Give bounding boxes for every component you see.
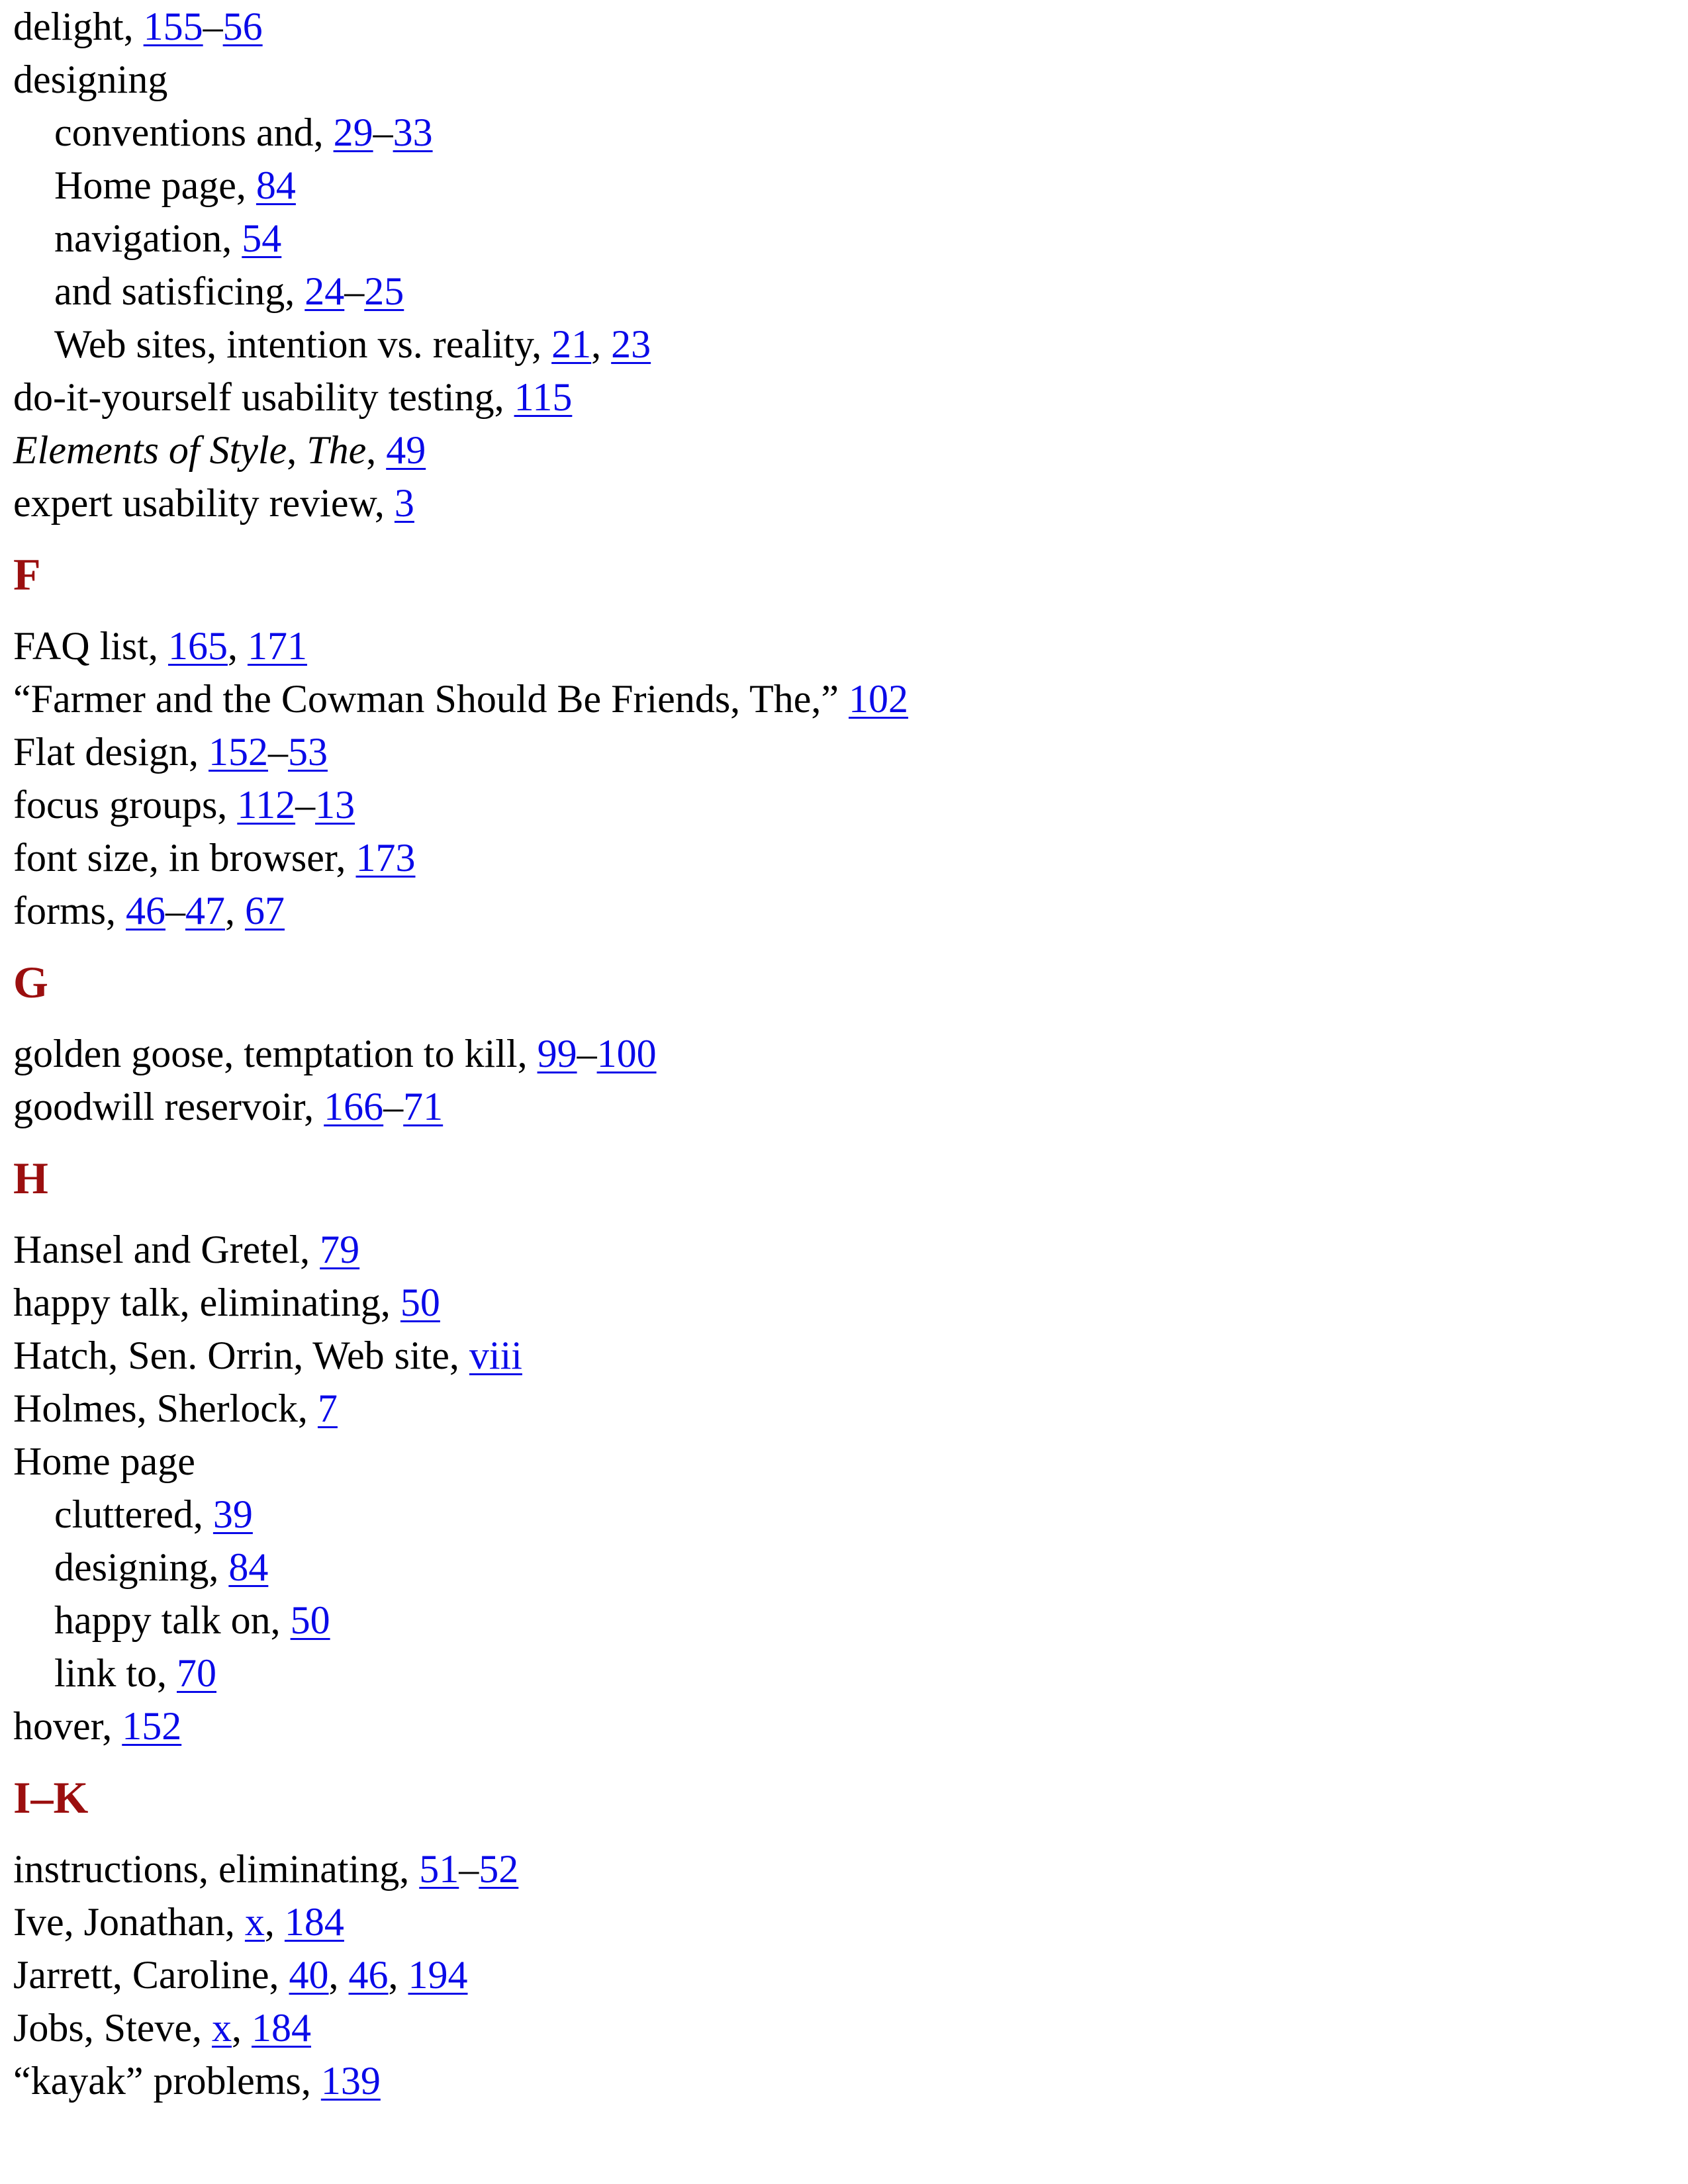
entry-text: font size, in browser, bbox=[13, 836, 356, 880]
page-link[interactable]: 152 bbox=[209, 730, 268, 774]
index-entry bbox=[13, 831, 1668, 884]
page-link[interactable]: 79 bbox=[320, 1228, 360, 1271]
entry-text: , bbox=[366, 428, 387, 472]
index-entry bbox=[13, 1843, 1668, 1895]
index-entry bbox=[13, 1435, 1668, 1488]
entry-text: forms, bbox=[13, 889, 126, 933]
entry-text: , bbox=[328, 1953, 349, 1997]
page-link[interactable]: 84 bbox=[256, 163, 296, 207]
entry-text: – bbox=[268, 730, 288, 774]
section-heading: I–K bbox=[13, 1772, 89, 1823]
page-link[interactable]: 184 bbox=[284, 1900, 344, 1944]
page-link[interactable]: 46 bbox=[125, 889, 165, 933]
entry-text: “kayak” problems, bbox=[13, 2059, 321, 2103]
page-link[interactable]: 173 bbox=[355, 836, 416, 880]
entry-text: – bbox=[165, 889, 185, 933]
page-link[interactable]: 139 bbox=[320, 2059, 381, 2103]
page-link[interactable]: 71 bbox=[403, 1085, 444, 1128]
page-link[interactable]: 50 bbox=[400, 1281, 440, 1324]
entry-text: happy talk on, bbox=[54, 1598, 291, 1642]
page-link[interactable]: 115 bbox=[514, 375, 573, 419]
entry-text: Hatch, Sen. Orrin, Web site, bbox=[13, 1334, 469, 1377]
index-entry bbox=[13, 778, 1668, 831]
index-subentry bbox=[13, 265, 1668, 318]
entry-text: focus groups, bbox=[13, 783, 238, 827]
entry-text: Hansel and Gretel, bbox=[13, 1228, 320, 1271]
page-link[interactable]: 112 bbox=[237, 783, 296, 827]
page-link[interactable]: 49 bbox=[386, 428, 426, 472]
page-link[interactable]: 54 bbox=[242, 216, 282, 260]
page-link[interactable]: 52 bbox=[479, 1847, 519, 1891]
index-entry bbox=[13, 2054, 1668, 2107]
entry-text: – bbox=[383, 1085, 404, 1128]
page-link[interactable]: 47 bbox=[185, 889, 225, 933]
index-entry bbox=[13, 672, 1668, 725]
page-link[interactable]: 155 bbox=[143, 5, 203, 48]
index-entry bbox=[13, 1700, 1668, 1752]
index-subentry bbox=[13, 106, 1668, 159]
index-subentry bbox=[13, 1594, 1668, 1647]
entry-text: and satisficing, bbox=[54, 269, 305, 313]
entry-text: – bbox=[373, 111, 393, 154]
section-heading: F bbox=[13, 549, 41, 600]
index-entry bbox=[13, 0, 1668, 53]
entry-text: Web sites, intention vs. reality, bbox=[54, 322, 552, 366]
entry-text: – bbox=[295, 783, 316, 827]
entry-text: cluttered, bbox=[54, 1492, 213, 1536]
index-subentry bbox=[13, 159, 1668, 212]
index-entry bbox=[13, 1329, 1668, 1382]
entry-text: , bbox=[591, 322, 612, 366]
entry-text: happy talk, eliminating, bbox=[13, 1281, 400, 1324]
entry-text: , bbox=[388, 1953, 408, 1997]
entry-text: FAQ list, bbox=[13, 624, 168, 668]
index-subentry bbox=[13, 1488, 1668, 1541]
entry-text: hover, bbox=[13, 1704, 122, 1748]
entry-text: , bbox=[232, 2006, 252, 2050]
page-link[interactable]: 99 bbox=[537, 1032, 577, 1075]
page-link[interactable]: 21 bbox=[551, 322, 592, 366]
page-link[interactable]: 46 bbox=[348, 1953, 389, 1997]
page-link[interactable]: 56 bbox=[222, 5, 263, 48]
page-link[interactable]: 166 bbox=[324, 1085, 384, 1128]
page-link[interactable]: 67 bbox=[244, 889, 285, 933]
page-link[interactable]: 33 bbox=[393, 111, 433, 154]
entry-text: navigation, bbox=[54, 216, 242, 260]
entry-text: designing, bbox=[54, 1545, 229, 1589]
entry-text: – bbox=[203, 5, 223, 48]
entry-text: Ive, Jonathan, bbox=[13, 1900, 245, 1944]
section-heading: H bbox=[13, 1153, 48, 1203]
page-link[interactable]: x bbox=[244, 1900, 265, 1944]
page-link[interactable]: 152 bbox=[122, 1704, 182, 1748]
page-link[interactable]: 29 bbox=[333, 111, 373, 154]
page-link[interactable]: 13 bbox=[315, 783, 355, 827]
index-entry bbox=[13, 424, 1668, 477]
index-entry bbox=[13, 1276, 1668, 1329]
page-link[interactable]: 70 bbox=[177, 1651, 217, 1695]
entry-text: instructions, eliminating, bbox=[13, 1847, 420, 1891]
entry-text: , bbox=[287, 428, 307, 472]
page-link[interactable]: x bbox=[212, 2006, 232, 2050]
entry-title-italic: Elements of Style bbox=[13, 428, 287, 472]
section-heading: G bbox=[13, 957, 48, 1007]
index-entry bbox=[13, 884, 1668, 937]
index-subentry bbox=[13, 1647, 1668, 1700]
entry-text: goodwill reservoir, bbox=[13, 1085, 324, 1128]
entry-text: Flat design, bbox=[13, 730, 209, 774]
entry-text: conventions and, bbox=[54, 111, 334, 154]
page-link[interactable]: 51 bbox=[419, 1847, 459, 1891]
page-link[interactable]: 53 bbox=[288, 730, 328, 774]
entry-text: , bbox=[227, 624, 248, 668]
index-entry bbox=[13, 1895, 1668, 1948]
page-link[interactable]: 84 bbox=[228, 1545, 269, 1589]
page-link[interactable]: 24 bbox=[305, 269, 345, 313]
entry-text: – bbox=[577, 1032, 597, 1075]
entry-text: link to, bbox=[54, 1651, 177, 1695]
entry-text: expert usability review, bbox=[13, 481, 395, 525]
entry-text: , bbox=[264, 1900, 285, 1944]
index-entry bbox=[13, 1027, 1668, 1080]
entry-text: Home page, bbox=[54, 163, 256, 207]
entry-text: , bbox=[224, 889, 245, 933]
index-entry bbox=[13, 1382, 1668, 1435]
index-entry bbox=[13, 53, 1668, 106]
entry-title-italic: The bbox=[306, 428, 367, 472]
entry-text: delight, bbox=[13, 5, 144, 48]
page-link[interactable]: 25 bbox=[364, 269, 404, 313]
page-link[interactable]: 171 bbox=[247, 624, 307, 668]
entry-text: Jarrett, Caroline, bbox=[13, 1953, 289, 1997]
index-entry bbox=[13, 1948, 1668, 2001]
index-list bbox=[13, 0, 1668, 2107]
entry-text: – bbox=[344, 269, 365, 313]
index-entry bbox=[13, 1080, 1668, 1133]
page-link[interactable]: 194 bbox=[408, 1953, 468, 1997]
index-entry bbox=[13, 477, 1668, 529]
index-subentry bbox=[13, 318, 1668, 371]
page-link[interactable]: 100 bbox=[596, 1032, 657, 1075]
page-link[interactable]: 23 bbox=[611, 322, 651, 366]
index-subentry bbox=[13, 1541, 1668, 1594]
index-entry bbox=[13, 371, 1668, 424]
page-link[interactable]: 40 bbox=[289, 1953, 329, 1997]
entry-text: “Farmer and the Cowman Should Be Friends, The,” bbox=[13, 677, 849, 721]
entry-text: Home page bbox=[13, 1439, 195, 1483]
entry-text: golden goose, temptation to kill, bbox=[13, 1032, 538, 1075]
page-link[interactable]: viii bbox=[469, 1334, 522, 1377]
page-link[interactable]: 102 bbox=[849, 677, 908, 721]
entry-text: Jobs, Steve, bbox=[13, 2006, 212, 2050]
index-entry bbox=[13, 2001, 1668, 2054]
page-link[interactable]: 3 bbox=[394, 481, 414, 525]
entry-text: designing bbox=[13, 58, 168, 101]
page-link[interactable]: 50 bbox=[290, 1598, 330, 1642]
index-entry bbox=[13, 619, 1668, 672]
page-link[interactable]: 165 bbox=[167, 624, 228, 668]
page-link[interactable]: 39 bbox=[212, 1492, 253, 1536]
page-link[interactable]: 184 bbox=[252, 2006, 311, 2050]
index-subentry bbox=[13, 212, 1668, 265]
page-link[interactable]: 7 bbox=[317, 1387, 338, 1430]
entry-text: – bbox=[459, 1847, 479, 1891]
entry-text: Holmes, Sherlock, bbox=[13, 1387, 318, 1430]
entry-text: do-it-yourself usability testing, bbox=[13, 375, 514, 419]
index-entry bbox=[13, 1223, 1668, 1276]
index-entry bbox=[13, 725, 1668, 778]
